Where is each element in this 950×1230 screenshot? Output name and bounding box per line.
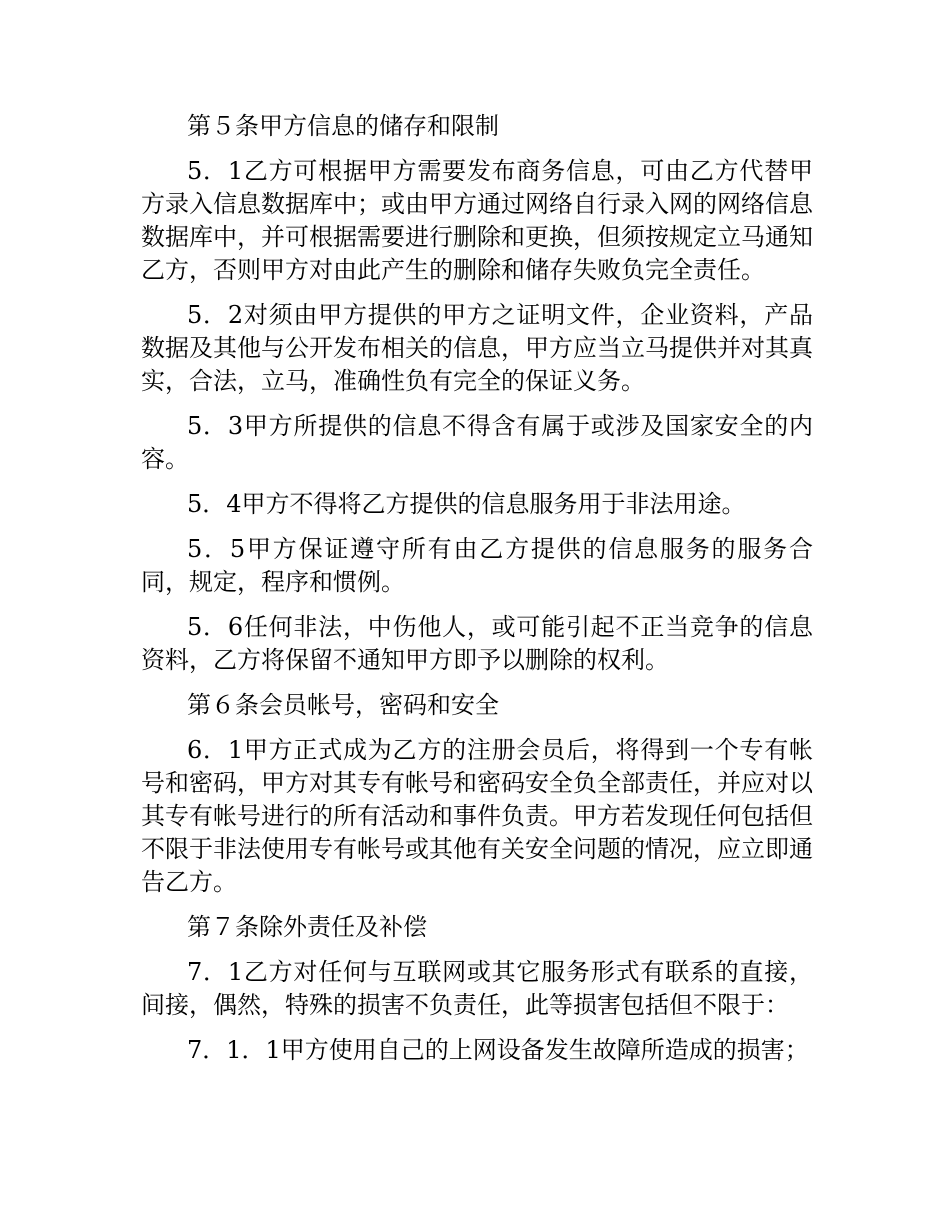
- clause-5-2: 5．2对须由甲方提供的甲方之证明文件，企业资料，产品数据及其他与公开发布相关的信息，甲方应当立马提供并对其真实，合法，立马，准确性负有完全的保证义务。: [141, 301, 813, 395]
- clause-7-1-1: 7．1．1甲方使用自己的上网设备发生故障所造成的损害；: [187, 1036, 809, 1064]
- document-body: [141, 110, 813, 1079]
- clause-5-1: 5．1乙方可根据甲方需要发布商务信息，可由乙方代替甲方录入信息数据库中；或由甲方通过网络自行录入网的网络信息数据库中，并可根据需要进行删除和更换，但须按规定立马通知乙方，否则甲方对由此产生的删除和储存失败负完全责任。: [141, 157, 813, 284]
- clause-6-1: 6．1甲方正式成为乙方的注册会员后，将得到一个专有帐号和密码，甲方对其专有帐号和密码安全负全部责任，并应对以其专有帐号进行的所有活动和事件负责。甲方若发现任何包括但不限于非法使用专有帐号或其他有关安全问题的情况，应立即通告乙方。: [141, 736, 813, 896]
- clause-5-3: 5．3甲方所提供的信息不得含有属于或涉及国家安全的内容。: [141, 412, 813, 473]
- section-heading-5: 第５条甲方信息的储存和限制: [187, 112, 499, 140]
- clause-5-5: 5．5甲方保证遵守所有由乙方提供的信息服务的服务合同，规定，程序和惯例。: [141, 535, 813, 596]
- clause-7-1: 7．1乙方对任何与互联网或其它服务形式有联系的直接，间接，偶然，特殊的损害不负责任，此等损害包括但不限于：: [141, 958, 813, 1019]
- clause-5-6: 5．6任何非法，中伤他人，或可能引起不正当竞争的信息资料，乙方将保留不通知甲方即予以删除的权利。: [141, 613, 813, 674]
- section-heading-7: 第７条除外责任及补偿: [187, 913, 427, 941]
- clause-5-4: 5．4甲方不得将乙方提供的信息服务用于非法用途。: [187, 490, 746, 518]
- section-heading-6: 第６条会员帐号，密码和安全: [187, 691, 499, 719]
